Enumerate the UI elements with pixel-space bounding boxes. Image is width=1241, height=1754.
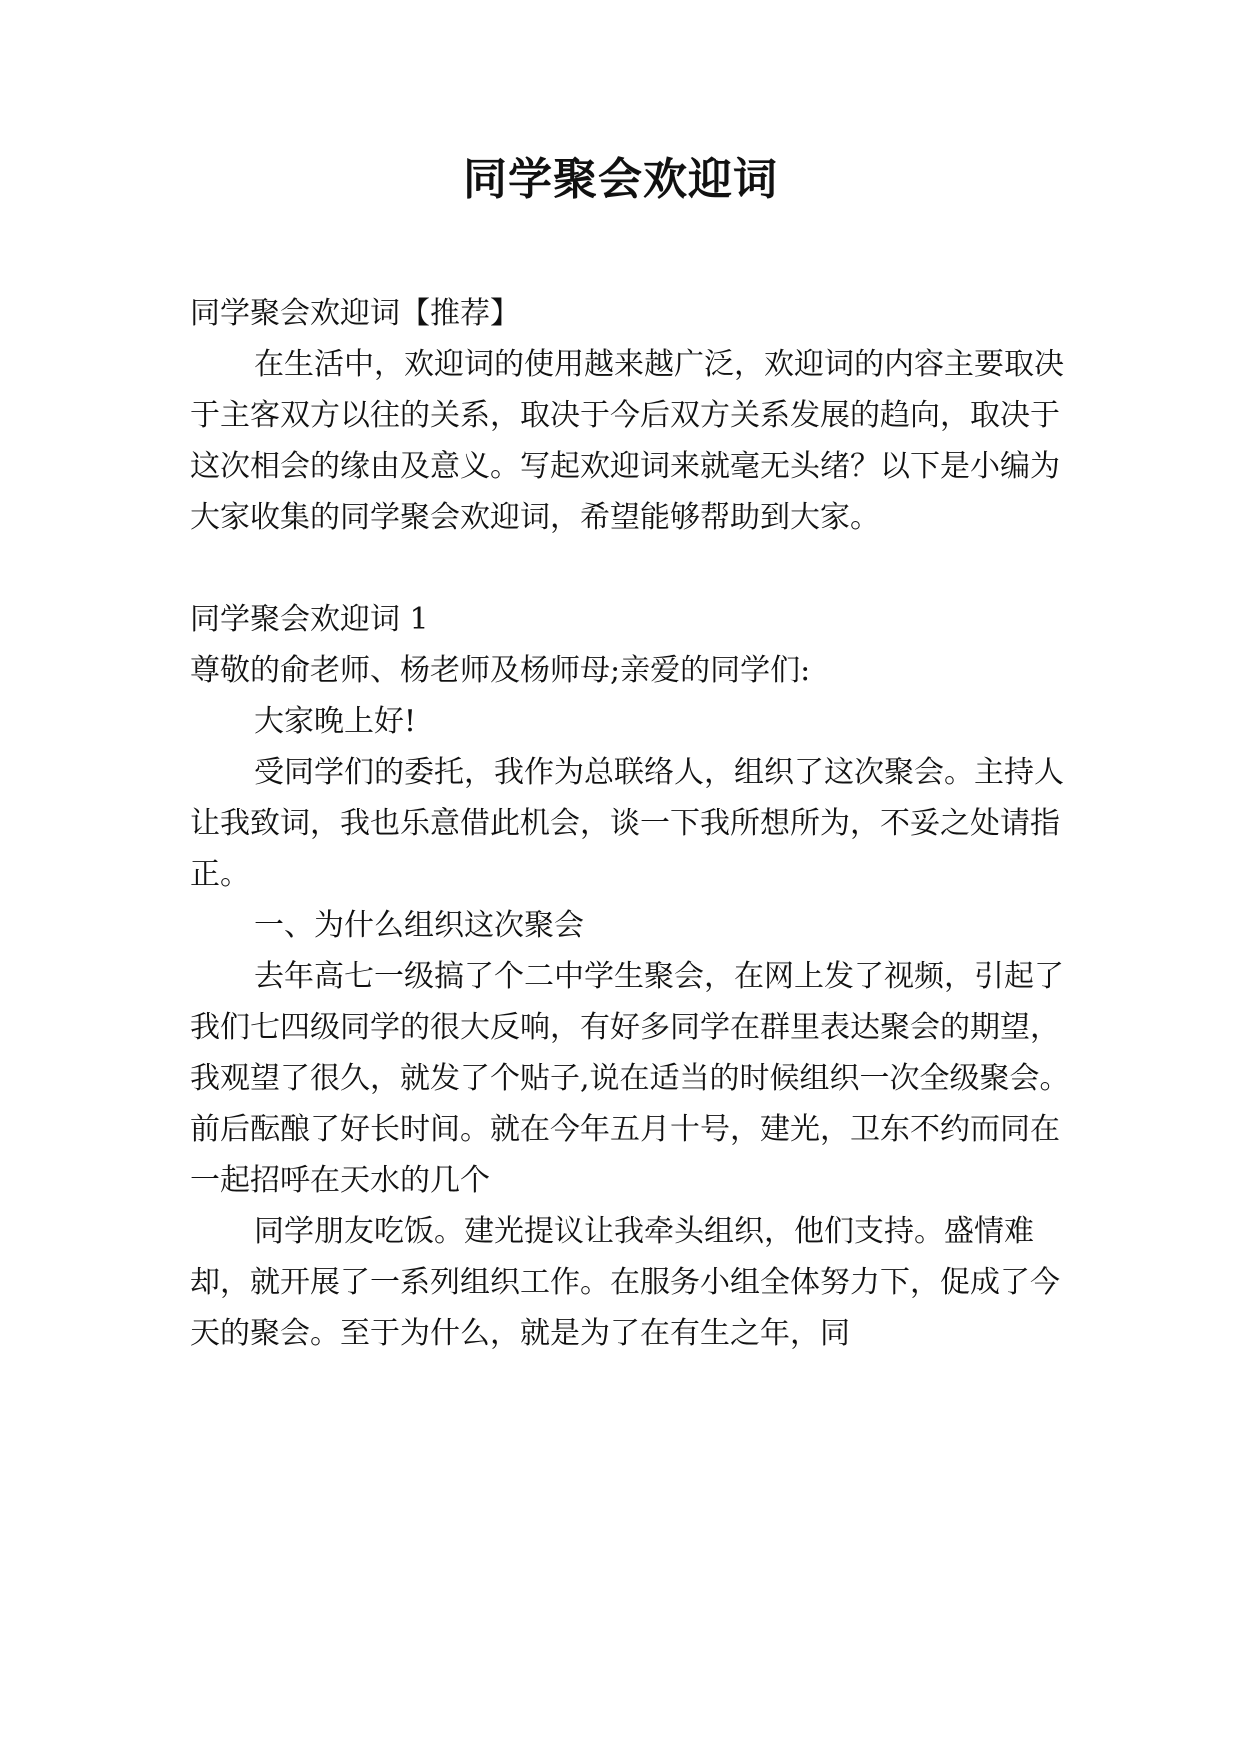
salutation-line: 尊敬的俞老师、杨老师及杨师母;亲爱的同学们:: [190, 653, 811, 688]
document-title: 同学聚会欢迎词: [463, 154, 778, 205]
body-paragraph: 同学朋友吃饭。建光提议让我牵头组织，他们支持。盛情难却，就开展了一系列组织工作。在服务小组全体努力下，促成了今天的聚会。至于为什么，就是为了在有生之年，同: [190, 1214, 1060, 1351]
intro-paragraph: 在生活中，欢迎词的使用越来越广泛，欢迎词的内容主要取决于主客双方以往的关系，取决于今后双方关系发展的趋向，取决于这次相会的缘由及意义。写起欢迎词来就毫无头绪？以下是小编为大家收集的同学聚会欢迎词，希望能够帮助到大家。: [190, 347, 1064, 535]
document-subtitle: 同学聚会欢迎词【推荐】: [190, 296, 520, 331]
section-heading: 同学聚会欢迎词 1: [190, 602, 429, 637]
body-paragraph: 受同学们的委托，我作为总联络人，组织了这次聚会。主持人让我致词，我也乐意借此机会，谈一下我所想所为，不妥之处请指正。: [190, 755, 1064, 892]
document-body: [190, 288, 1070, 1359]
paragraph-spacer: [190, 543, 1070, 594]
greeting-line: 大家晚上好!: [254, 704, 417, 739]
body-paragraph: 去年高七一级搞了个二中学生聚会，在网上发了视频，引起了我们七四级同学的很大反响，有好多同学在群里表达聚会的期望，我观望了很久，就发了个贴子,说在适当的时候组织一次全级聚会。前后酝酿了好长时间。就在今年五月十号，建光，卫东不约而同在一起招呼在天水的几个: [190, 959, 1070, 1198]
point-heading: 一、为什么组织这次聚会: [254, 908, 584, 943]
